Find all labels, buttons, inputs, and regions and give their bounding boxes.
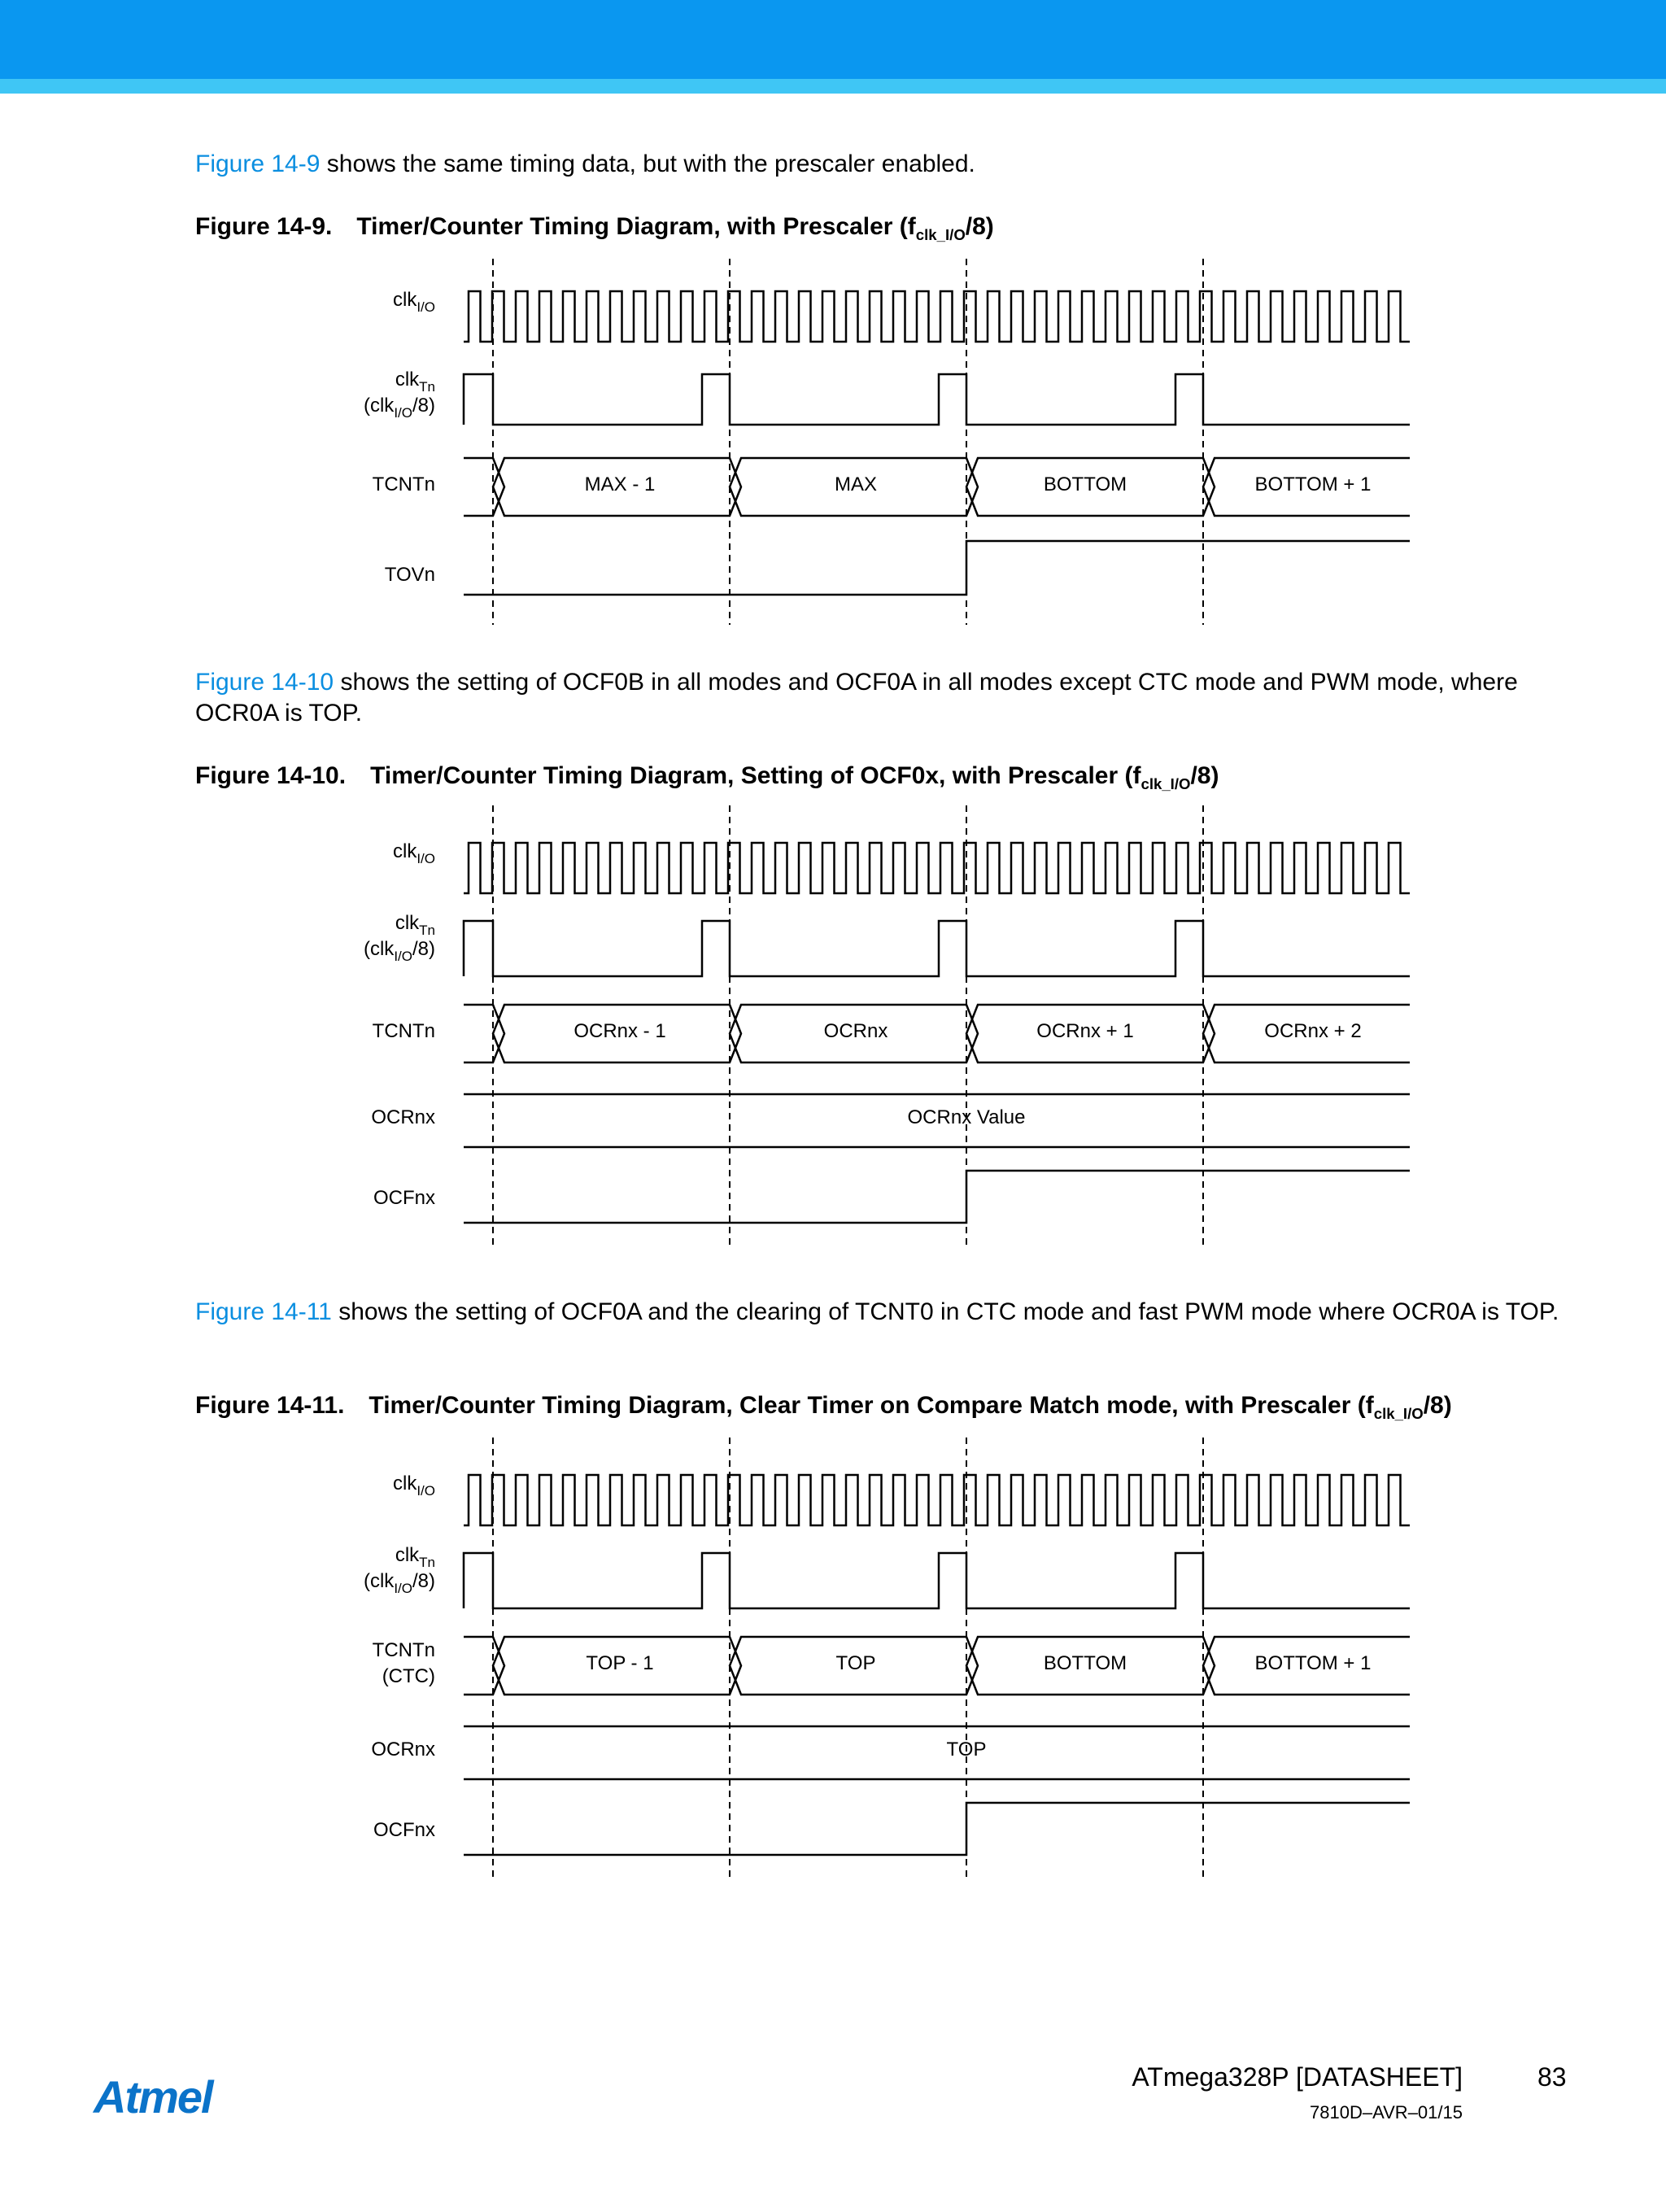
clk-tn-waveform xyxy=(464,1553,1410,1608)
clk-tn-waveform xyxy=(464,921,1410,976)
clk-tn-label: clk$_{Tn}$ xyxy=(395,912,435,938)
tcnt-value: TOP xyxy=(835,1652,876,1674)
paragraph-2: Figure 14-10 shows the setting of OCF0B in all modes and OCF0A in all modes except CTC mode and PWM mode, where OCR0A is TOP. xyxy=(195,669,1518,726)
tcnt-label: TCNTn xyxy=(372,1020,435,1042)
tcnt-bus-segment xyxy=(464,458,504,516)
document-id: 7810D–AVR–01/15 xyxy=(1310,2102,1463,2123)
tcnt-value: OCRnx - 1 xyxy=(574,1020,666,1042)
paragraph-3: Figure 14-11 shows the setting of OCF0A and the clearing of TCNT0 in CTC mode and fast PWM mode where OCR0A is TOP. xyxy=(195,1298,1559,1325)
tcnt-bus-segment xyxy=(464,1637,504,1695)
ocrnx-label: OCRnx xyxy=(371,1739,435,1760)
timing-diagram xyxy=(0,259,1666,633)
clk-io-label: clk$_{I/O}$ xyxy=(392,289,435,315)
tcnt-value: MAX - 1 xyxy=(584,473,656,495)
ocfnx-label: OCFnx xyxy=(373,1819,435,1841)
tcnt-label: TCNTn xyxy=(372,473,435,495)
clk-io-label: clk$_{I/O}$ xyxy=(392,840,435,866)
tcnt-label: TCNTn xyxy=(372,1639,435,1661)
tcnt-value: OCRnx xyxy=(823,1020,888,1042)
tcnt-mode-label: (CTC) xyxy=(382,1665,435,1687)
tcnt-value: TOP - 1 xyxy=(586,1652,654,1674)
ocrnx-label: OCRnx xyxy=(371,1106,435,1128)
tcnt-value: BOTTOM xyxy=(1043,1652,1127,1674)
tcnt-value: BOTTOM + 1 xyxy=(1254,473,1372,495)
ocfnx-label: OCFnx xyxy=(373,1187,435,1209)
clk-tn-divider-label: (clk$_{I/O}$/8) xyxy=(363,395,435,421)
clk-io-waveform xyxy=(464,1475,1410,1525)
tcnt-bus-segment xyxy=(464,1005,504,1062)
tcnt-value: BOTTOM + 1 xyxy=(1254,1652,1372,1674)
clk-tn-label: clk$_{Tn}$ xyxy=(395,1544,435,1570)
tcnt-value: MAX xyxy=(834,473,878,495)
tcnt-value: OCRnx + 2 xyxy=(1264,1020,1362,1042)
ocrnx-value: OCRnx Value xyxy=(907,1106,1026,1128)
figure-caption: Figure 14-9. Timer/Counter Timing Diagram, with Prescaler $(f_{clk\_I/O}/8)$ xyxy=(195,213,994,243)
figure-caption: Figure 14-10. Timer/Counter Timing Diagram, Setting of OCF0x, with Prescaler $(f_{clk\_I/O}/8)$ xyxy=(195,762,1219,792)
header-accent-bar xyxy=(0,79,1666,94)
figure-link[interactable]: Figure 14-10 xyxy=(195,669,334,696)
figure-link[interactable]: Figure 14-9 xyxy=(195,151,321,177)
flag-waveform xyxy=(464,541,1410,595)
timing-diagram-svg xyxy=(0,1438,1666,1841)
clk-tn-divider-label: (clk$_{I/O}$/8) xyxy=(363,938,435,964)
figure-caption: Figure 14-11. Timer/Counter Timing Diagram, Clear Timer on Compare Match mode, with Prescaler $(f_{clk\_I/O}/8)$ xyxy=(195,1392,1452,1422)
clk-io-label: clk$_{I/O}$ xyxy=(392,1472,435,1499)
clk-io-waveform xyxy=(464,843,1410,893)
document-title: ATmega328P [DATASHEET] xyxy=(1132,2062,1463,2092)
clk-tn-waveform xyxy=(464,374,1410,425)
clk-tn-label: clk$_{Tn}$ xyxy=(395,369,435,395)
page-number: 83 xyxy=(1537,2062,1567,2092)
paragraph-1: Figure 14-9 shows the same timing data, but with the prescaler enabled. xyxy=(195,151,975,177)
timing-diagram xyxy=(0,805,1666,1209)
figure-link[interactable]: Figure 14-11 xyxy=(195,1298,332,1325)
clk-io-waveform xyxy=(464,291,1410,342)
timing-diagram-svg xyxy=(0,259,1666,633)
ocrnx-value: TOP xyxy=(946,1739,987,1760)
timing-diagram-svg xyxy=(0,805,1666,1209)
flag-waveform xyxy=(464,1171,1410,1223)
tcnt-value: OCRnx + 1 xyxy=(1036,1020,1134,1042)
flag-waveform xyxy=(464,1803,1410,1855)
header-bar xyxy=(0,0,1666,79)
tcnt-value: BOTTOM xyxy=(1043,473,1127,495)
timing-diagram xyxy=(0,1438,1666,1841)
atmel-logo: Atmel xyxy=(94,2071,212,2123)
clk-tn-divider-label: (clk$_{I/O}$/8) xyxy=(363,1570,435,1596)
tov-label: TOVn xyxy=(384,564,435,586)
